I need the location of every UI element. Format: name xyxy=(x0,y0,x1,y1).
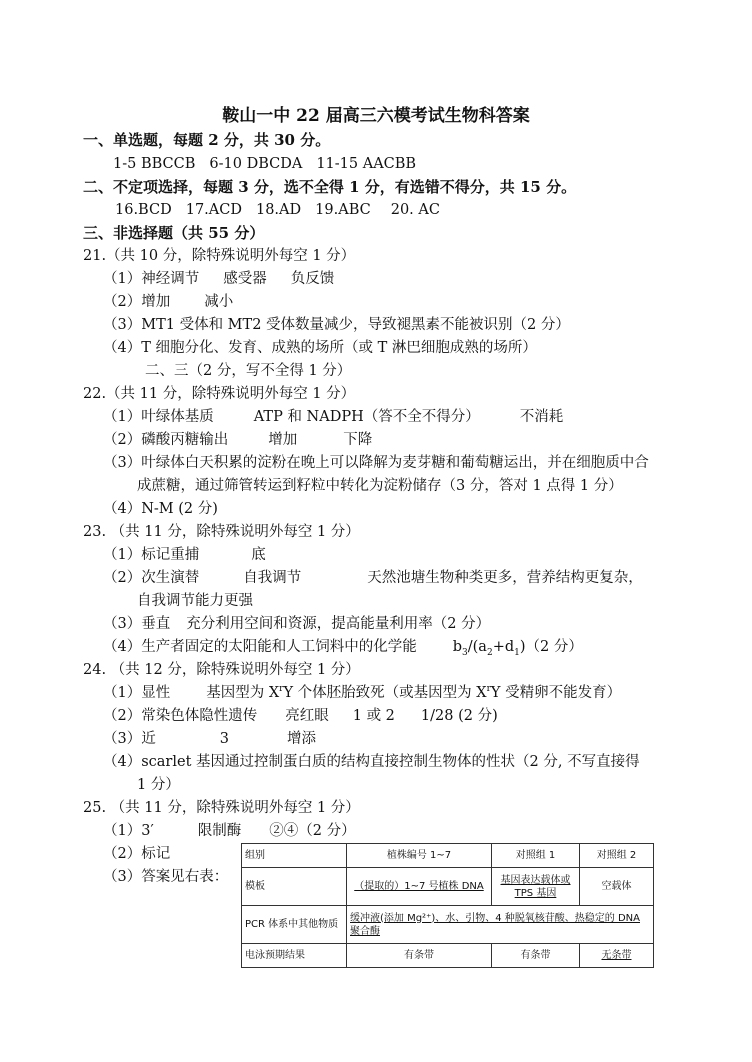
s1-answers xyxy=(113,155,416,173)
table-header-cell: 组别 xyxy=(242,844,347,868)
q23-ans-4b-d: +d xyxy=(492,639,515,655)
table-row xyxy=(242,906,654,944)
table-header-cell: 植株编号 1~7 xyxy=(347,844,492,868)
q22-line-2 xyxy=(103,431,372,449)
q24-ans-1b-part1: 基因型为 X xyxy=(206,685,280,701)
q21-line-4: （4）T 细胞分化、发育、成熟的场所（或 T 淋巴细胞成熟的场所） xyxy=(103,340,537,356)
s2-answer-19: 19.ABC xyxy=(315,202,371,218)
s1-answer-3: 11-15 AACBB xyxy=(316,156,417,172)
q21-ans-2b: 减小 xyxy=(204,294,234,310)
q24-line-3 xyxy=(103,730,316,748)
q25-heading: 25. （共 11 分，除特殊说明外每空 1 分） xyxy=(83,800,360,816)
q25-ans-1c: ②④（2 分） xyxy=(269,823,356,839)
q24-ans-1b-sup1: r xyxy=(279,684,284,695)
q23-ans-4b-a: /(a xyxy=(467,639,487,655)
table-cell: 无条带 xyxy=(580,944,654,968)
q22-ans-2a: （2）磷酸丙糖输出 xyxy=(103,432,229,448)
q23-ans-4b-sub2: 2 xyxy=(486,647,493,658)
q21-line-3: （3）MT1 受体和 MT2 受体数量减少，导致褪黑素不能被识别（2 分） xyxy=(103,317,570,333)
q25-line-2: （2）标记 xyxy=(103,846,171,862)
q24-line-1 xyxy=(103,684,621,702)
s2-answer-20: 20. AC xyxy=(390,202,440,218)
s1-answer-1: 1-5 BBCCB xyxy=(113,156,196,172)
table-cell: PCR 体系中其他物质 xyxy=(242,906,347,944)
q23-ans-4b-score: )（2 分） xyxy=(519,639,583,655)
q21-ans-1a: （1）神经调节 xyxy=(103,271,200,287)
q23-line-3 xyxy=(103,615,490,633)
table-header-row xyxy=(242,844,654,868)
q23-ans-2c: 天然池塘生物种类更多，营养结构更复杂， xyxy=(367,570,643,586)
table-cell: 模板 xyxy=(242,868,347,906)
table-cell: （提取的）1~7 号植株 DNA xyxy=(347,868,492,906)
table-cell: 基因表达载体或 TPS 基因 xyxy=(492,868,580,906)
q22-ans-1c: 不消耗 xyxy=(519,409,564,425)
q23-ans-1a: （1）标记重捕 xyxy=(103,547,200,563)
q24-ans-2a: （2）常染色体隐性遗传 xyxy=(103,708,258,724)
q24-ans-1b-sup2: r xyxy=(486,684,491,695)
q24-ans-1b-part3: Y 受精卵不能发育） xyxy=(490,685,622,701)
q24-ans-3b: 3 xyxy=(219,731,229,747)
s1-answer-2: 6-10 DBCDA xyxy=(209,156,303,172)
q21-line-1 xyxy=(103,270,334,288)
section-2-heading: 二、不定项选择，每题 3 分，选不全得 1 分，有选错不得分，共 15 分。 xyxy=(83,178,577,196)
q25-line-3: （3）答案见右表： xyxy=(103,869,229,885)
s2-answer-16: 16.BCD xyxy=(115,202,172,218)
answer-table xyxy=(241,843,654,968)
table-header-cell: 对照组 2 xyxy=(580,844,654,868)
table-cell: 有条带 xyxy=(492,944,580,968)
q23-line-1 xyxy=(103,546,266,564)
page-title: 鞍山一中 22 届高三六模考试生物科答案 xyxy=(222,106,530,126)
q24-ans-1a: （1）显性 xyxy=(103,685,171,701)
q22-ans-2c: 下降 xyxy=(343,432,373,448)
q24-line-4a: （4）scarlet 基因通过控制蛋白质的结构直接控制生物体的性状（2 分, 不写直接得 xyxy=(103,754,640,770)
q23-heading: 23. （共 11 分，除特殊说明外每空 1 分） xyxy=(83,524,360,540)
q24-line-4b: 1 分） xyxy=(137,777,180,793)
q23-ans-4b-b: b xyxy=(452,639,463,655)
q23-ans-4a: （4）生产者固定的太阳能和人工饲料中的化学能 xyxy=(103,639,417,655)
q21-ans-1c: 负反馈 xyxy=(290,271,335,287)
q24-ans-3a: （3）近 xyxy=(103,731,156,747)
q24-ans-1b-part2: Y 个体胚胎致死（或基因型为 X xyxy=(283,685,487,701)
s2-answer-18: 18.AD xyxy=(255,202,302,218)
q23-ans-4b-sub3: 3 xyxy=(462,647,468,658)
section-3-heading: 三、非选择题（共 55 分） xyxy=(83,224,265,242)
table-row xyxy=(242,944,654,968)
q23-ans-4b-sub1: 1 xyxy=(514,647,520,658)
table-row xyxy=(242,868,654,906)
q24-heading: 24. （共 12 分，除特殊说明外每空 1 分） xyxy=(83,662,360,678)
q25-line-1 xyxy=(103,822,356,840)
q25-ans-1b: 限制酶 xyxy=(197,823,242,839)
q23-ans-3b: 充分利用空间和资源，提高能量利用率（2 分） xyxy=(186,616,491,632)
q22-line-4: （4）N-M (2 分) xyxy=(103,501,218,517)
table-header-cell: 对照组 1 xyxy=(492,844,580,868)
q21-heading: 21.（共 10 分，除特殊说明外每空 1 分） xyxy=(83,248,356,264)
q24-ans-2c: 1 或 2 xyxy=(352,708,395,724)
table-cell: 缓冲液(添加 Mg²⁺)、水、引物、4 种脱氧核苷酸、热稳定的 DNA 聚合酶 xyxy=(347,906,654,944)
q22-ans-1b: ATP 和 NADPH（答不全不得分） xyxy=(253,409,480,425)
q21-ans-2a: （2）增加 xyxy=(103,294,171,310)
table-cell: 有条带 xyxy=(347,944,492,968)
q23-ans-2a: （2）次生演替 xyxy=(103,570,200,586)
s2-answers xyxy=(115,201,440,219)
q24-ans-2b: 亮红眼 xyxy=(285,708,329,724)
q22-heading: 22.（共 11 分，除特殊说明外每空 1 分） xyxy=(83,386,356,402)
q24-ans-3c: 增添 xyxy=(286,731,316,747)
q25-ans-1a: （1）3′ xyxy=(103,823,154,839)
q24-ans-2d: 1/28 (2 分) xyxy=(420,708,498,724)
q21-ans-1b: 感受器 xyxy=(223,271,267,287)
q21-line-5: 二、三（2 分，写不全得 1 分） xyxy=(145,363,352,379)
q23-line-4 xyxy=(103,638,583,656)
q21-line-2 xyxy=(103,293,233,311)
q23-line-2 xyxy=(103,569,643,587)
q22-line-1 xyxy=(103,408,563,426)
q23-ans-1b: 底 xyxy=(251,547,266,563)
q23-ans-3a: （3）垂直 xyxy=(103,616,171,632)
q23-line-2b: 自我调节能力更强 xyxy=(137,593,253,609)
table-cell: 电泳预期结果 xyxy=(242,944,347,968)
q22-line-3b: 成蔗糖，通过筛管转运到籽粒中转化为淀粉储存（3 分，答对 1 点得 1 分） xyxy=(137,478,623,494)
s2-answer-17: 17.ACD xyxy=(185,202,242,218)
q23-ans-2b: 自我调节 xyxy=(243,570,302,586)
q22-ans-2b: 增加 xyxy=(268,432,298,448)
q24-line-2 xyxy=(103,707,498,725)
q22-line-3a: （3）叶绿体白天积累的淀粉在晚上可以降解为麦芽糖和葡萄糖运出，并在细胞质中合 xyxy=(103,455,649,471)
section-1-heading: 一、单选题，每题 2 分，共 30 分。 xyxy=(83,131,331,149)
table-cell: 空载体 xyxy=(580,868,654,906)
q22-ans-1a: （1）叶绿体基质 xyxy=(103,409,214,425)
